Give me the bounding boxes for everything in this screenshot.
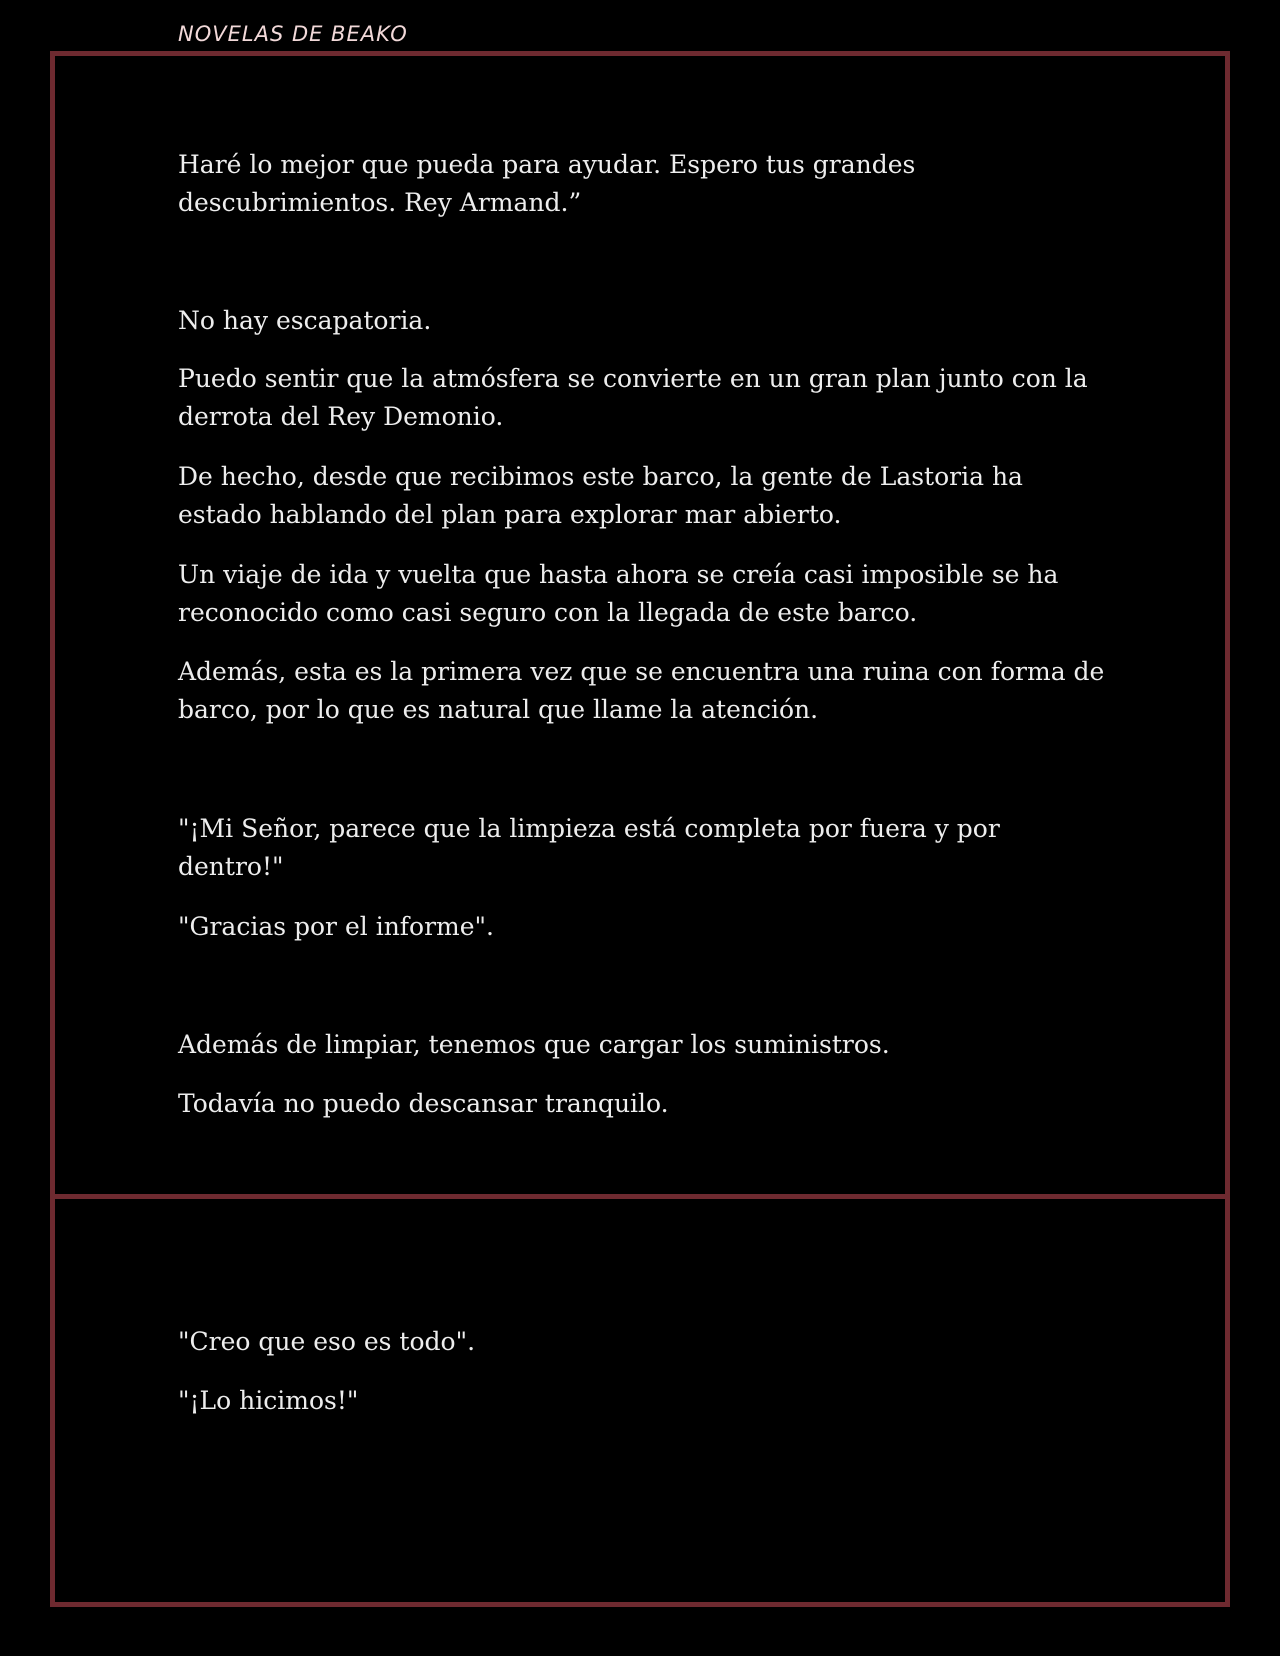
paragraph-round-trip: Un viaje de ida y vuelta que hasta ahora se creía casi imposible se ha reconocido como casi seguro con la llegada de este barco. (178, 560, 1059, 627)
paragraph-letter-closing: Haré lo mejor que pueda para ayudar. Espero tus grandes descubrimientos. Rey Armand.” (178, 150, 916, 217)
dialogue-that-is-all: "Creo que eso es todo". (178, 1327, 476, 1356)
dialogue-cleaning-complete: "¡Mi Señor, parece que la limpieza está completa por fuera y por dentro!" (178, 814, 1000, 881)
site-header-logo: NOVELAS DE BEAKO (178, 22, 408, 46)
paragraph-no-escape: No hay escapatoria. (178, 306, 432, 335)
dialogue-thanks-report: "Gracias por el informe". (178, 912, 494, 941)
paragraph-cannot-rest: Todavía no puedo descansar tranquilo. (178, 1089, 669, 1118)
paragraph-supplies: Además de limpiar, tenemos que cargar los suministros. (178, 1030, 890, 1059)
dialogue-we-did-it: "¡Lo hicimos!" (178, 1386, 359, 1415)
paragraph-lastoria-plan: De hecho, desde que recibimos este barco, la gente de Lastoria ha estado hablando del plan para explorar mar abierto. (178, 462, 1023, 529)
paragraph-atmosphere: Puedo sentir que la atmósfera se convierte en un gran plan junto con la derrota del Rey Demonio. (178, 364, 1088, 431)
paragraph-ship-ruin: Además, esta es la primera vez que se encuentra una ruina con forma de barco, por lo que es natural que llame la atención. (178, 657, 1105, 724)
